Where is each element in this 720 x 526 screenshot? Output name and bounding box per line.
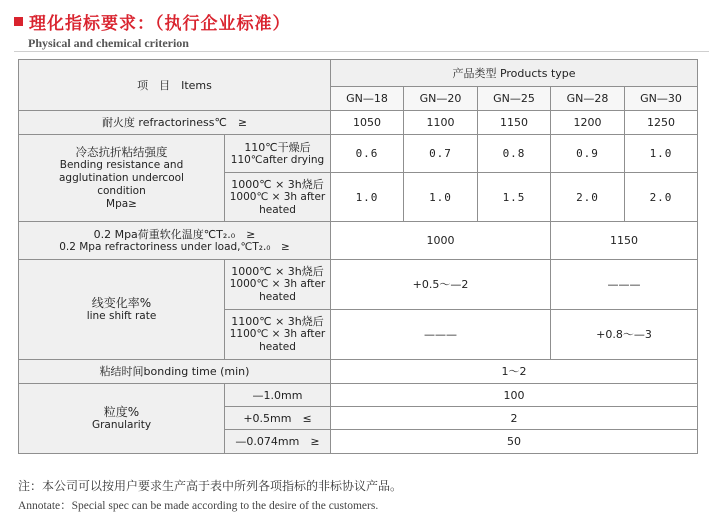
items-header: 项 目 Items — [19, 60, 331, 111]
header-divider — [14, 51, 709, 52]
shift-cond-1100 — [225, 310, 331, 360]
cond-cn: 1000℃ × 3h烧后 — [231, 265, 324, 278]
cond-en: 110℃after drying — [230, 153, 325, 166]
bending-label-cn: 冷态抗折粘结强度 — [75, 144, 168, 159]
bending-cond-heated — [225, 173, 331, 222]
granularity-label-en: Granularity — [91, 418, 152, 431]
products-header: 产品类型 Products type — [331, 60, 698, 87]
shift-1000-value-a: +0.5～—2 — [331, 260, 551, 310]
table-cell: 1250 — [625, 111, 698, 135]
load-label-cn: 0.2 Mpa荷重软化温度℃T₂.₀ ≥ — [93, 227, 256, 241]
shift-1100-value-a: ——— — [331, 310, 551, 360]
bending-label-unit: Mpa≥ — [106, 197, 137, 210]
refractoriness-label: 耐火度 refractoriness℃ ≥ — [19, 111, 331, 135]
note-en: Annotate：Special spec can be made according to the desire of the customers. — [18, 500, 379, 512]
product-gn30: GN—30 — [625, 87, 698, 111]
granularity-row-1 — [19, 384, 698, 407]
bending-label-en2: agglutination undercool — [59, 171, 184, 184]
cond-en: heated — [259, 341, 296, 353]
cond-en: 1000℃ × 3h after — [229, 278, 326, 290]
load-value-a: 1000 — [331, 222, 551, 260]
square-bullet-icon — [14, 17, 23, 26]
section-title: 理化指标要求：（执行企业标准） — [29, 13, 291, 34]
shift-label-en: line shift rate — [86, 309, 157, 322]
bending-label-en1: Bending resistance and — [59, 158, 184, 171]
bending-label-en3: condition — [97, 184, 146, 197]
cond-cn: 1100℃ × 3h烧后 — [231, 315, 324, 328]
load-label-en: 0.2 Mpa refractoriness under load,℃T₂.₀ ≥ — [59, 240, 290, 253]
load-row — [19, 222, 698, 260]
granularity-cond: —1.0mm — [225, 384, 331, 407]
table-cell: 2.0 — [625, 173, 698, 222]
product-gn28: GN—28 — [551, 87, 625, 111]
cond-en: 1000℃ × 3h after — [229, 190, 326, 203]
granularity-label-cn: 粒度% — [103, 404, 140, 419]
granularity-value: 2 — [331, 407, 698, 430]
bending-row-1 — [19, 135, 698, 173]
product-gn20: GN—20 — [404, 87, 478, 111]
cond-en: heated — [259, 291, 296, 303]
shift-label-cn: 线变化率% — [91, 295, 152, 310]
shift-label — [19, 260, 225, 360]
shift-cond-1000 — [225, 260, 331, 310]
load-label — [19, 222, 331, 260]
cond-en: 1100℃ × 3h after — [229, 328, 326, 340]
table-cell: 1.0 — [625, 135, 698, 173]
table-cell: 0.9 — [551, 135, 625, 173]
table-cell: 1.0 — [331, 173, 404, 222]
table-cell: 1050 — [331, 111, 404, 135]
refractoriness-row — [19, 111, 698, 135]
shift-1100-value-b: +0.8～—3 — [551, 310, 698, 360]
granularity-value: 100 — [331, 384, 698, 407]
section-subtitle: Physical and chemical criterion — [28, 36, 189, 50]
granularity-label — [19, 384, 225, 454]
table-cell: 1200 — [551, 111, 625, 135]
load-value-b: 1150 — [551, 222, 698, 260]
bonding-label: 粘结时间bonding time (min) — [19, 360, 331, 384]
table-cell: 1150 — [478, 111, 551, 135]
cond-en: heated — [259, 203, 296, 216]
table-cell: 1.0 — [404, 173, 478, 222]
header-row-1 — [19, 60, 698, 87]
granularity-value: 50 — [331, 430, 698, 454]
bending-label — [19, 135, 225, 222]
granularity-cond: —0.074mm ≥ — [225, 430, 331, 454]
product-gn18: GN—18 — [331, 87, 404, 111]
product-gn25: GN—25 — [478, 87, 551, 111]
table-cell: 2.0 — [551, 173, 625, 222]
bonding-row — [19, 360, 698, 384]
spec-table — [18, 59, 698, 454]
note-cn: 注：本公司可以按用户要求生产高于表中所列各项指标的非标协议产品。 — [18, 479, 403, 493]
table-cell: 1.5 — [478, 173, 551, 222]
bending-cond-drying — [225, 135, 331, 173]
section-header — [14, 8, 714, 51]
cond-cn: 1000℃ × 3h烧后 — [231, 177, 324, 191]
shift-row-1 — [19, 260, 698, 310]
table-cell: 0.7 — [404, 135, 478, 173]
bonding-value: 1～2 — [331, 360, 698, 384]
cond-cn: 110℃干燥后 — [244, 140, 311, 154]
table-cell: 0.8 — [478, 135, 551, 173]
table-cell: 0.6 — [331, 135, 404, 173]
granularity-cond: +0.5mm ≤ — [225, 407, 331, 430]
table-cell: 1100 — [404, 111, 478, 135]
shift-1000-value-b: ——— — [551, 260, 698, 310]
title-row — [14, 8, 714, 34]
